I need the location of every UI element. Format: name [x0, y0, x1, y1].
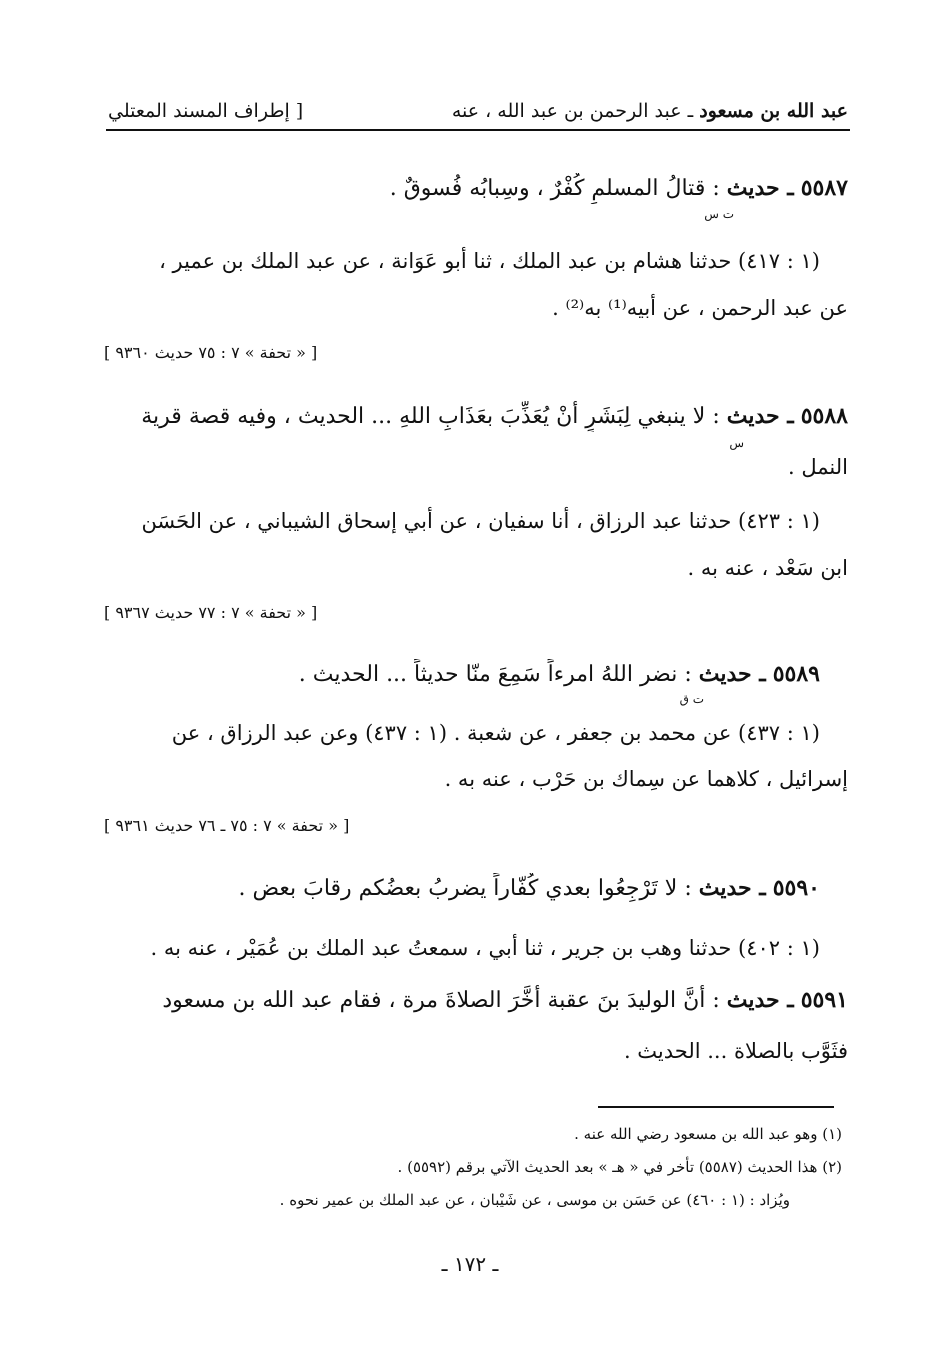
hadith-5591-title-line-2: فثَوَّب بالصلاة ... الحديث .	[623, 1039, 848, 1063]
running-header-book: [ إطراف المسند المعتلي	[108, 100, 304, 122]
footnote-2-continuation: ويُزاد : (١ : ٤٦٠) عن حَسَن بن موسى ، عن شَيْبان ، عن عبد الملك بن عمير نحوه .	[279, 1191, 790, 1209]
page-number: ـ ١٧٢ ـ	[441, 1252, 499, 1276]
hadith-number: ٥٥٨٩	[772, 661, 820, 687]
hadith-5587-chain-line-1: (١ : ٤١٧) حدثنا هشام بن عبد الملك ، ثنا أبو عَوَانة ، عن عبد الملك بن عمير ،	[159, 249, 820, 273]
footnote-2: (٢) هذا الحديث (٥٥٨٧) تأخر في « هـ » بعد الحديث الآتي برقم (٥٥٩٢) .	[397, 1158, 842, 1176]
hadith-5589-chain-line-1: (١ : ٤٣٧) عن محمد بن جعفر ، عن شعبة . (١ : ٤٣٧) وعن عبد الرزاق ، عن	[171, 721, 820, 745]
header-author-rest: ـ عبد الرحمن بن عبد الله ، عنه	[451, 100, 694, 122]
hadith-5587-title	[100, 173, 848, 204]
hadith-keyword: ـ حديث	[726, 175, 794, 201]
hadith-number: ٥٥٩٠	[772, 875, 820, 901]
hadith-keyword: ـ حديث	[726, 987, 794, 1013]
hadith-5590-title	[100, 873, 820, 904]
hadith-text: : قتالُ المسلمِ كُفْرٌ ، وسِبابُه فُسوقٌ .	[389, 176, 720, 201]
hadith-5588-title-line-2: النمل .	[788, 455, 848, 479]
hadith-text: : أنَّ الوليدَ بنَ عقبة أَخَّرَ الصلاةَ مرة ، فقام عبد الله بن مسعود	[162, 988, 720, 1013]
hadith-5588-sigla: س	[729, 436, 744, 450]
hadith-text: : لا تَرْجِعُوا بعدي كُفّاراً يضربُ بعضُكم رقابَ بعض .	[238, 876, 692, 901]
hadith-5588-chain-line-1: (١ : ٤٢٣) حدثنا عبد الرزاق ، أنا سفيان ، عن أبي إسحاق الشيباني ، عن الحَسَن	[141, 509, 820, 533]
hadith-number: ٥٥٩١	[800, 987, 848, 1013]
hadith-keyword: ـ حديث	[726, 403, 794, 429]
hadith-5587-chain-line-2: عن عبد الرحمن ، عن أبيه⁽¹⁾ به⁽²⁾ .	[552, 296, 848, 320]
header-author: عبد الله بن مسعود	[699, 100, 848, 122]
hadith-5589-chain-line-2: إسرائيل ، كلاهما عن سِماك بن حَرْب ، عنه به .	[444, 767, 848, 791]
hadith-5587-tuhfa-reference: [ « تحفة » ٧ : ٧٥ حديث ٩٣٦٠ ]	[104, 343, 318, 362]
hadith-5590-chain-line-1: (١ : ٤٠٢) حدثنا وهب بن جرير ، ثنا أبي ، سمعتُ عبد الملك بن عُمَيْر ، عنه به .	[150, 936, 820, 960]
hadith-5588-chain-line-2: ابن سَعْد ، عنه به .	[687, 556, 848, 580]
hadith-5589-sigla: ت ق	[679, 692, 704, 706]
header-rule	[106, 129, 850, 131]
hadith-keyword: ـ حديث	[698, 875, 766, 901]
hadith-keyword: ـ حديث	[698, 661, 766, 687]
footnote-rule	[598, 1106, 834, 1108]
hadith-5588-title	[100, 401, 848, 432]
hadith-text: : نضر اللهُ امرءاً سَمِعَ منّا حديثاً ... الحديث .	[298, 662, 692, 687]
hadith-number: ٥٥٨٨	[800, 403, 848, 429]
hadith-5589-title	[100, 659, 820, 690]
footnote-1: (١) وهو عبد الله بن مسعود رضي الله عنه .	[574, 1125, 842, 1143]
hadith-number: ٥٥٨٧	[800, 175, 848, 201]
hadith-5587-sigla: ت س	[704, 207, 734, 221]
hadith-5588-tuhfa-reference: [ « تحفة » ٧ : ٧٧ حديث ٩٣٦٧ ]	[104, 603, 318, 622]
hadith-text: : لا ينبغي لِبَشَرٍ أنْ يُعَذِّبَ بعَذَابِ اللهِ ... الحديث ، وفيه قصة قرية	[141, 404, 720, 429]
hadith-5589-tuhfa-reference: [ « تحفة » ٧ : ٧٥ ـ ٧٦ حديث ٩٣٦١ ]	[104, 816, 350, 835]
hadith-5591-title	[100, 985, 848, 1016]
running-header-author	[452, 100, 848, 122]
